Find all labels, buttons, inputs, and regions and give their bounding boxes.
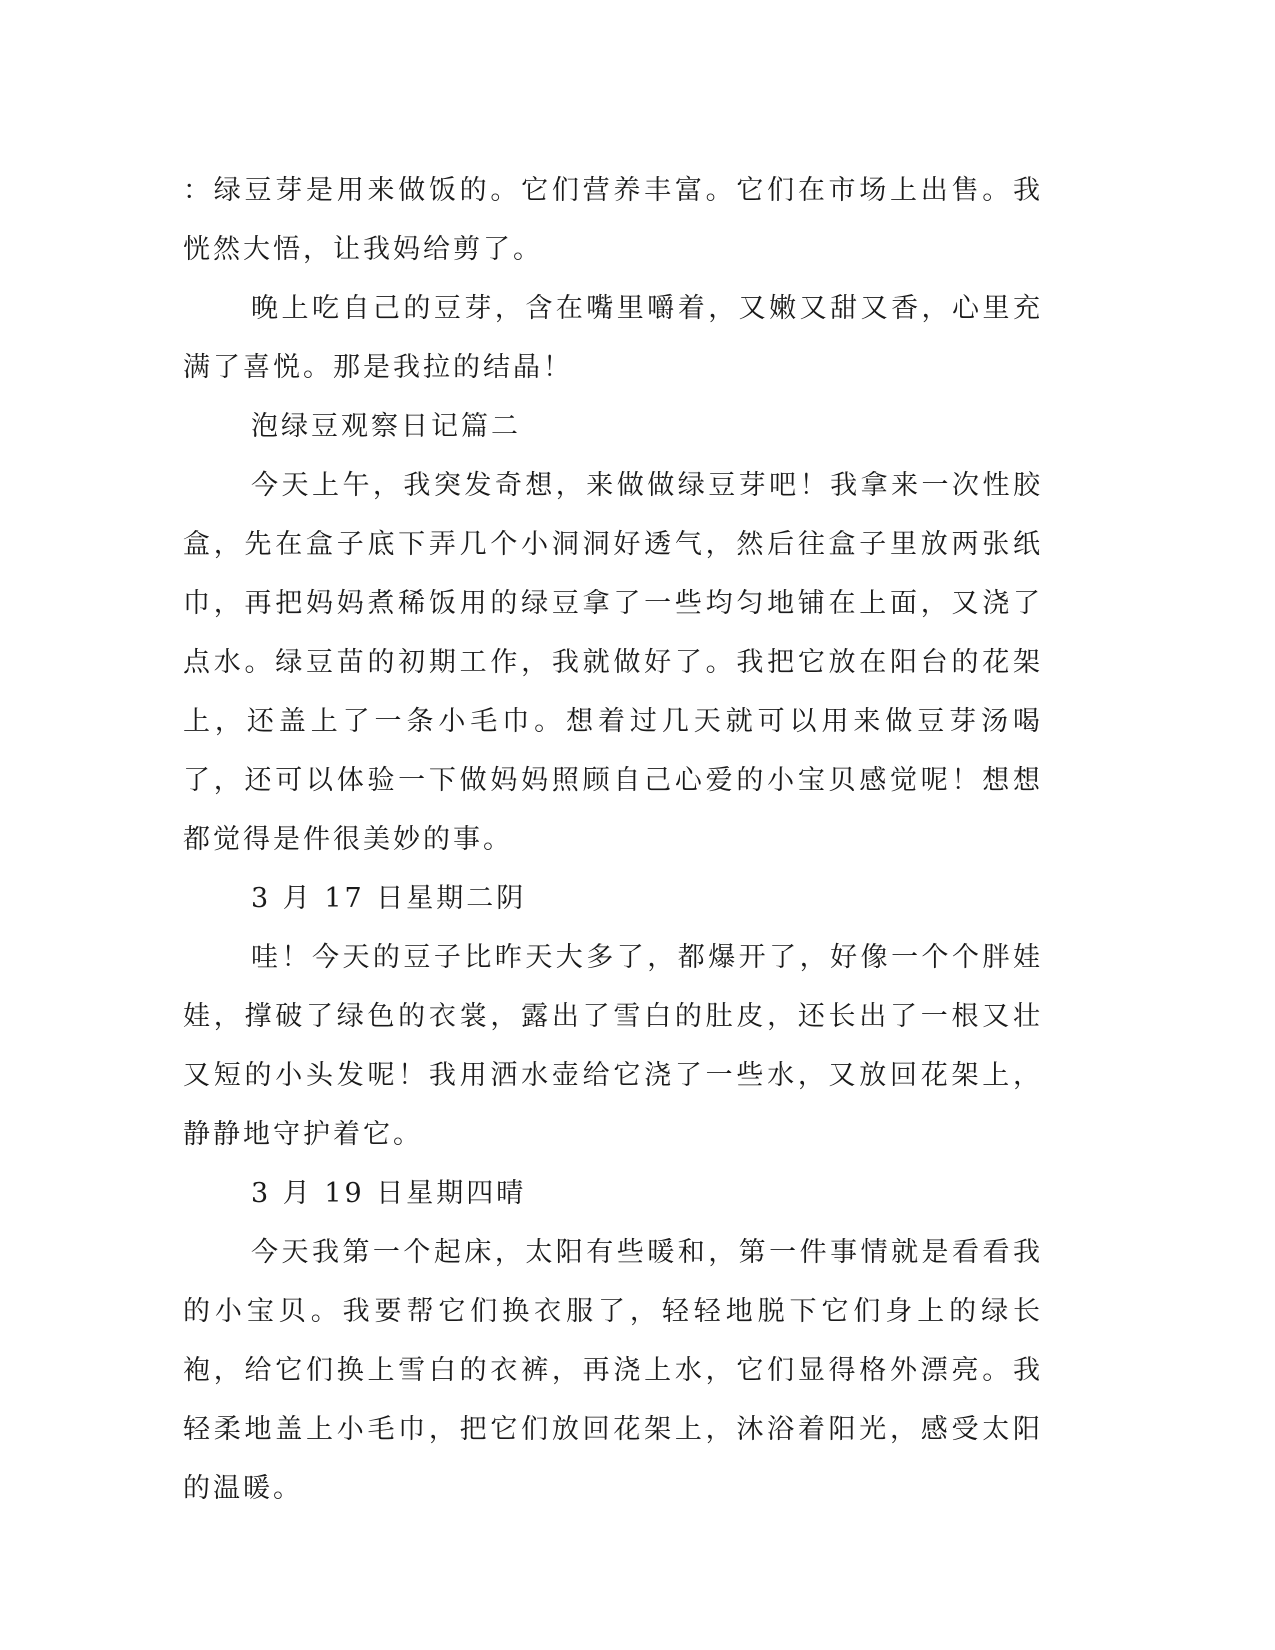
paragraph-march-17: 哇！今天的豆子比昨天大多了，都爆开了，好像一个个胖娃娃，撑破了绿色的衣裳，露出了雪白的肚皮，还长出了一根又壮又短的小头发呢！我用洒水壶给它浇了一些水，又放回花架上，静静地守护着它。 <box>183 942 1043 1150</box>
paragraph-morning: 今天上午，我突发奇想，来做做绿豆芽吧！我拿来一次性胶盒，先在盒子底下弄几个小洞洞好透气，然后往盒子里放两张纸巾，再把妈妈煮稀饭用的绿豆拿了一些均匀地铺在上面，又浇了点水。绿豆苗的初期工作，我就做好了。我把它放在阳台的花架上，还盖上了一条小毛巾。想着过几天就可以用来做豆芽汤喝了，还可以体验一下做妈妈照顾自己心爱的小宝贝感觉呢！想想都觉得是件很美妙的事。 <box>183 470 1043 855</box>
paragraph-evening: 晚上吃自己的豆芽，含在嘴里嚼着，又嫩又甜又香，心里充满了喜悦。那是我拉的结晶！ <box>183 293 1043 383</box>
date-heading-march-17: 3 月 17 日星期二阴 <box>251 883 527 914</box>
section-heading: 泡绿豆观察日记篇二 <box>251 411 521 442</box>
document-body <box>183 161 1043 1518</box>
paragraph-intro-continuation: ：绿豆芽是用来做饭的。它们营养丰富。它们在市场上出售。我恍然大悟，让我妈给剪了。 <box>183 175 1043 265</box>
date-heading-march-19: 3 月 19 日星期四晴 <box>251 1178 527 1209</box>
paragraph-march-19: 今天我第一个起床，太阳有些暖和，第一件事情就是看看我的小宝贝。我要帮它们换衣服了，轻轻地脱下它们身上的绿长袍，给它们换上雪白的衣裤，再浇上水，它们显得格外漂亮。我轻柔地盖上小毛巾，把它们放回花架上，沐浴着阳光，感受太阳的温暖。 <box>183 1237 1043 1504</box>
